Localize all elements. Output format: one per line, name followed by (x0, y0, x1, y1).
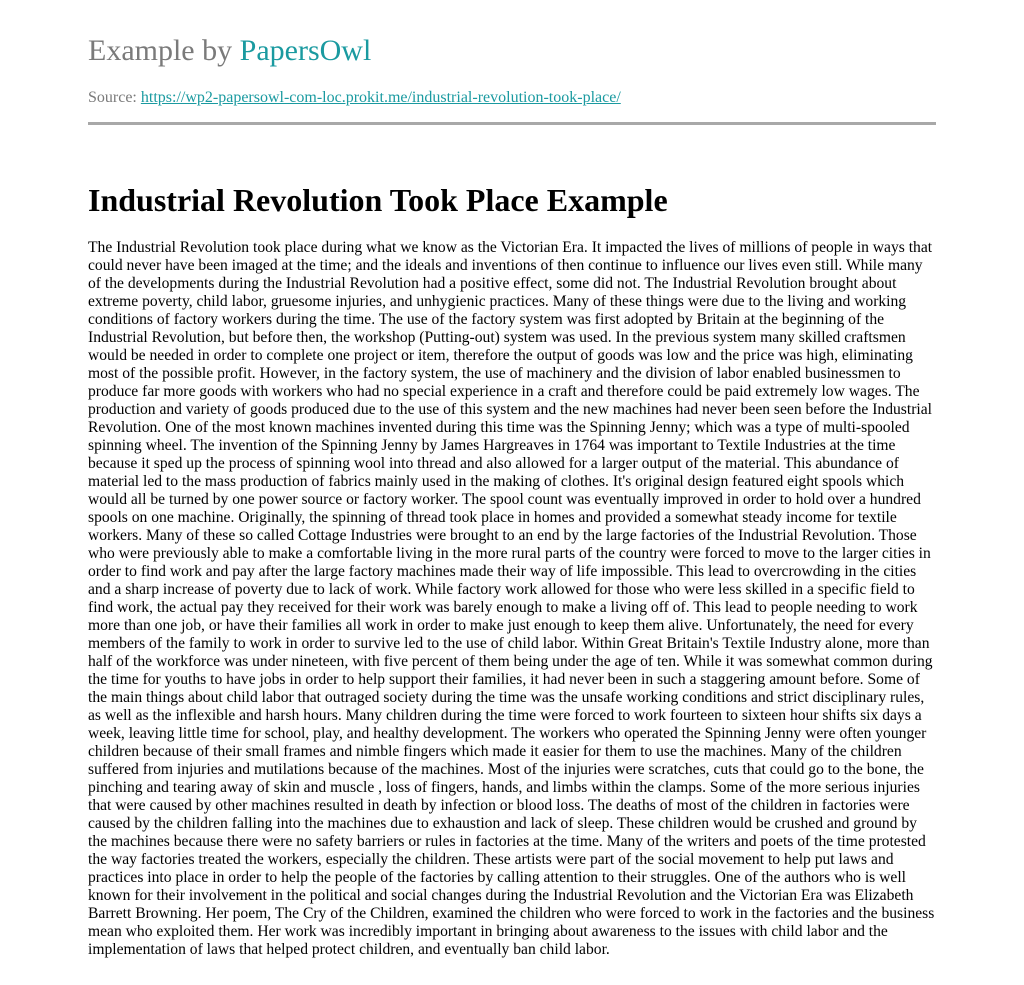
document-title: Industrial Revolution Took Place Example (88, 182, 668, 218)
document-body: The Industrial Revolution took place during what we know as the Victorian Era. It impacted the lives of millions of people in ways that could never have been imaged at the time; and the ideals and inventions of then continue to influence our lives even still. While many of the developments during the Industrial Revolution had a positive effect, some did not. The Industrial Revolution brought about extreme poverty, child labor, gruesome injuries, and unhygienic practices. Many of these things were due to the living and working conditions of factory workers during the time. The use of the factory system was first adopted by Britain at the beginning of the Industrial Revolution, but before then, the workshop (Putting-out) system was used. In the previous system many skilled craftsmen would be needed in order to complete one project or item, therefore the output of goods was low and the price was high, eliminating most of the possible profit. However, in the factory system, the use of machinery and the division of labor enabled businessmen to produce far more goods with workers who had no special experience in a craft and therefore could be paid extremely low wages. The production and variety of goods produced due to the use of this system and the new machines had never been seen before the Industrial Revolution. One of the most known machines invented during this time was the Spinning Jenny; which was a type of multi-spooled spinning wheel. The invention of the Spinning Jenny by James Hargreaves in 1764 was important to Textile Industries at the time because it sped up the process of spinning wool into thread and also allowed for a larger output of the material. This abundance of material led to the mass production of fabrics mainly used in the making of clothes. It's original design featured eight spools which would all be turned by one power source or factory worker. The spool count was eventually improved in order to hold over a hundred spools on one machine. Originally, the spinning of thread took place in homes and provided a somewhat steady income for textile workers. Many of these so called Cottage Industries were brought to an end by the large factories of the Industrial Revolution. Those who were previously able to make a comfortable living in the more rural parts of the country were forced to move to the larger cities in order to find work and pay after the large factory machines made their way of life impossible. This lead to overcrowding in the cities and a sharp increase of poverty due to lack of work. While factory work allowed for those who were less skilled in a specific field to find work, the actual pay they received for their work was barely enough to make a living off of. This lead to people needing to work more than one job, or have their families all work in order to make just enough to keep them alive. Unfortunately, the need for every members of the family to work in order to survive led to the use of child labor. Within Great Britain's Textile Industry alone, more than half of the workforce was under nineteen, with five percent of them being under the age of ten. While it was somewhat common during the time for youths to have jobs in order to help support their families, it had never been in such a staggering amount before. Some of the main things about child labor that outraged society during the time was the unsafe working conditions and strict disciplinary rules, as well as the inflexible and harsh hours. Many children during the time were forced to work fourteen to sixteen hour shifts six days a week, leaving little time for school, play, and healthy development. The workers who operated the Spinning Jenny were often younger children because of their small frames and nimble fingers which made it easier for them to use the machines. Many of the children suffered from injuries and mutilations because of the machines. Most of the injuries were scratches, cuts that could go to the bone, the pinching and tearing away of skin and muscle , loss of fingers, hands, and limbs within the clamps. Some of the more serious injuries that were caused by other machines resulted in death by infection or blood loss. The deaths of most of the children in factories were caused by the children falling into the machines due to exhaustion and lack of sleep. These children would be crushed and ground by the machines because there were no safety barriers or rules in factories at the time. Many of the writers and poets of the time protested the way factories treated the workers, especially the children. These artists were part of the social movement to help put laws and practices into place in order to help the people of the factories by calling attention to their struggles. One of the authors who is well known for their involvement in the political and social changes during the Industrial Revolution and the Victorian Era was Elizabeth Barrett Browning. Her poem, The Cry of the Children, examined the children who were forced to work in the factories and the business mean who exploited them. Her work was incredibly important in bringing about awareness to the issues with child labor and the implementation of laws that helped protect children, and eventually ban child labor. (88, 239, 935, 958)
source-label: Source: (88, 89, 137, 106)
source-line (88, 88, 621, 108)
brand-name[interactable]: PapersOwl (239, 34, 372, 67)
source-link[interactable]: https://wp2-papersowl-com-loc.prokit.me/industrial-revolution-took-place/ (140, 89, 621, 106)
brand-prefix: Example by (88, 34, 233, 67)
header-divider (88, 122, 936, 125)
brand-header (88, 33, 371, 69)
